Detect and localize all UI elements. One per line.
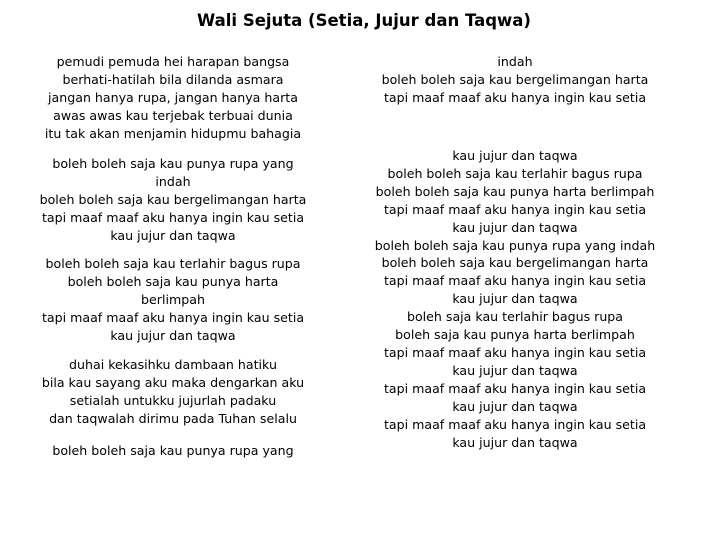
lyric-line: pemudi pemuda hei harapan bangsa <box>56 54 290 69</box>
lyric-line: kau jujur dan taqwa <box>452 434 578 450</box>
lyric-line: tapi maaf maaf aku hanya ingin kau setia <box>383 273 647 289</box>
lyrics-block <box>28 155 318 245</box>
lyric-line: tapi maaf maaf aku hanya ingin kau setia <box>383 416 647 432</box>
lyric-line: tapi maaf maaf aku hanya ingin kau setia <box>383 380 647 396</box>
lyric-line: berhati-hatilah bila dilanda asmara <box>62 72 284 87</box>
lyric-line: awas awas kau terjebak terbuai dunia <box>53 108 293 123</box>
lyric-line: kau jujur dan taqwa <box>110 228 236 243</box>
lyric-line: kau jujur dan taqwa <box>452 398 578 414</box>
lyric-line: berlimpah <box>141 292 205 307</box>
lyric-line: tapi maaf maaf aku hanya ingin kau setia <box>41 210 305 225</box>
lyric-line: boleh saja kau punya harta berlimpah <box>395 327 635 343</box>
lyric-line: kau jujur dan taqwa <box>452 291 578 307</box>
lyric-line: itu tak akan menjamin hidupmu bahagia <box>44 126 302 141</box>
lyrics-block <box>28 442 318 460</box>
lyric-line: boleh boleh saja kau terlahir bagus rupa <box>45 256 301 271</box>
lyrics-block <box>360 53 670 107</box>
lyric-line: kau jujur dan taqwa <box>110 328 236 343</box>
lyric-line: indah <box>155 174 191 189</box>
lyric-line: boleh boleh saja kau punya harta <box>67 274 279 289</box>
lyric-line: boleh saja kau terlahir bagus rupa <box>406 309 624 325</box>
lyrics-block <box>360 147 670 451</box>
lyric-line: tapi maaf maaf aku hanya ingin kau setia <box>383 344 647 360</box>
lyric-line: kau jujur dan taqwa <box>452 148 578 163</box>
lyrics-block <box>28 53 318 143</box>
lyric-line: tapi maaf maaf aku hanya ingin kau setia <box>383 201 647 217</box>
lyrics-block <box>28 356 318 428</box>
lyric-line: tapi maaf maaf aku hanya ingin kau setia <box>383 90 647 105</box>
lyric-line: indah <box>497 54 533 69</box>
lyric-line: boleh boleh saja kau punya rupa yang <box>52 443 294 458</box>
lyric-line: boleh boleh saja kau bergelimangan harta <box>39 192 307 207</box>
lyric-line: boleh boleh saja kau punya harta berlimpah <box>375 183 655 199</box>
lyric-line: tapi maaf maaf aku hanya ingin kau setia <box>41 310 305 325</box>
lyric-line: kau jujur dan taqwa <box>452 362 578 378</box>
lyric-line: kau jujur dan taqwa <box>452 219 578 235</box>
lyric-line: jangan hanya rupa, jangan hanya harta <box>48 90 298 105</box>
lyric-line: boleh boleh saja kau bergelimangan harta <box>381 255 649 271</box>
lyric-line: boleh boleh saja kau punya rupa yang indah <box>374 237 656 253</box>
slide-title: Wali Sejuta (Setia, Jujur dan Taqwa) <box>197 11 531 30</box>
lyric-line: bila kau sayang aku maka dengarkan aku <box>41 375 305 390</box>
lyric-line: boleh boleh saja kau punya rupa yang <box>52 156 294 171</box>
lyric-line: duhai kekasihku dambaan hatiku <box>69 357 277 372</box>
lyric-line: boleh boleh saja kau terlahir bagus rupa <box>387 165 643 181</box>
lyric-line: setialah untukku jujurlah padaku <box>69 393 277 408</box>
lyric-line: dan taqwalah dirimu pada Tuhan selalu <box>49 411 297 426</box>
lyrics-block <box>28 255 318 345</box>
lyric-line: boleh boleh saja kau bergelimangan harta <box>381 72 649 87</box>
